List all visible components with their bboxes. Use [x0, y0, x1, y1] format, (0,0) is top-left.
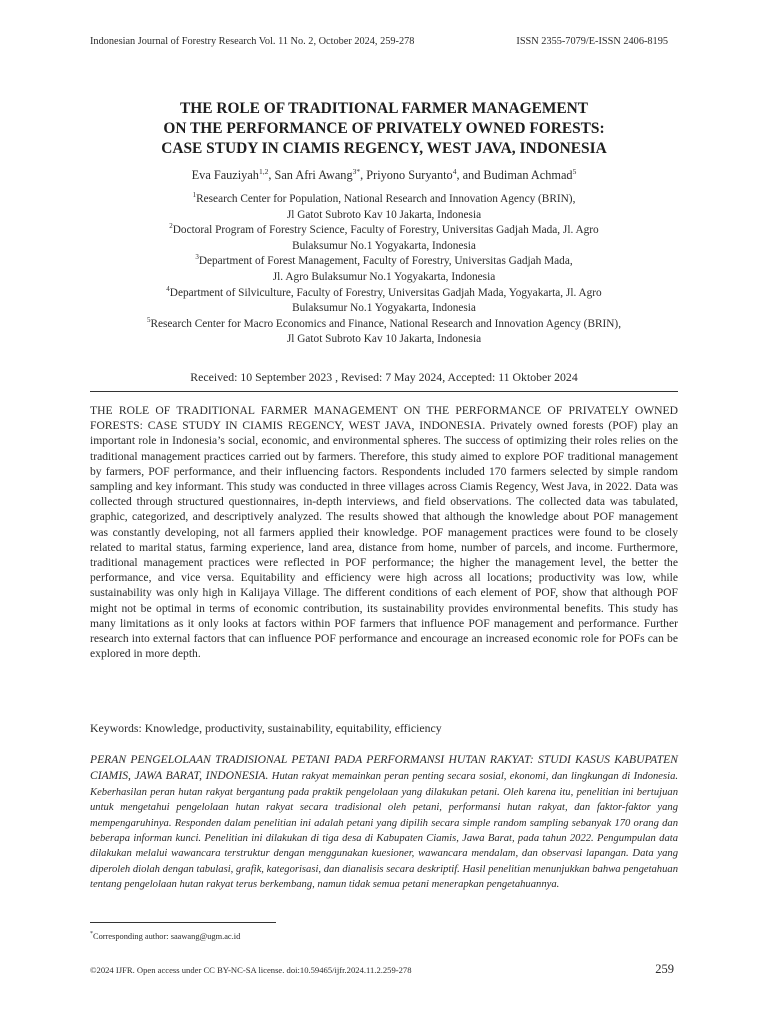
footnote-mark: *	[90, 931, 93, 938]
abstrak-body: Hutan rakyat memainkan peran penting secara sosial, ekonomi, dan lingkungan di Indonesia. Keberhasilan peran hutan rakyat bergantung pada praktik pengelolaan yang dilakukan petani. Oleh karena itu, penelitian ini bertujuan untuk mengetahui pengelolaan hutan rakyat secara tradisional oleh petani, performansi hutan rakyat, dan faktor-faktor yang mempengaruhinya. Responden dalam penelitian ini adalah petani yang dipilih secara simple random sampling sebanyak 170 orang dan beberapa informan kunci. Penelitian ini dilakukan di tiga desa di Kabupaten Ciamis, Jawa Barat, pada tahun 2022. Pengumpulan data dilakukan melalui wawancara terstruktur dengan menggunakan kuesioner, wawancara mendalam, dan observasi lapangan. Data yang diperoleh diolah dengan tabulasi, grafik, kategorisasi, dan dianalisis secara deskriptif. Hasil penelitian menunjukkan bahwa pengetahuan tentang pengelolaan hutan rakyat terus berkembang, namun tidak semua petani menerapkan pengetahuannya.	[90, 771, 679, 891]
affiliation-mark: 1	[192, 191, 197, 200]
affiliation-mark: 2	[169, 222, 173, 231]
author-list	[60, 168, 708, 183]
author-separator: , and	[456, 168, 484, 182]
title-line: ON THE PERFORMANCE OF PRIVATELY OWNED FORESTS:	[163, 120, 605, 137]
affiliation-line	[60, 286, 708, 302]
author-affiliation-mark: 5	[572, 166, 577, 176]
author-affiliation-mark: 3*	[352, 166, 361, 176]
author-name: Budiman Achmad	[483, 168, 573, 182]
affiliation-line	[60, 317, 708, 333]
affiliation-line: Jl Gatot Subroto Kav 10 Jakarta, Indonesia	[286, 333, 482, 346]
affiliation-text: Research Center for Population, National Research and Innovation Agency (BRIN),	[196, 193, 576, 205]
abstract-body: Privately owned forests (POF) play an important role in Indonesia’s social, economic, and environmental spheres. The success of optimizing their roles relies on the traditional management practices carried out by farmers. Therefore, this study aimed to explore POF traditional management by farmers, POF performance, and their influencing factors. Respondents included 170 farmers selected by simple random sampling and key informant. This study was conducted in three villages across Ciamis Regency, West Java, in 2022. Data was collected through structured questionnaires, in-depth interviews, and field observations. The collected data was tabulated, graphic, categorized, and descriptively analyzed. The results showed that although the knowledge about POF management was constantly developing, not all farmers applied their knowledge. POF management practices were found to be closely related to marital status, farming experience, land area, distance from home, number of parcels, and income. Furthermore, traditional management practices were reflected in POF performance; the higher the management level, the better the performance, and vice versa. Equitability and efficiency were high across all locations; productivity was low, while sustainability was only high in Kalijaya Village. The different conditions of each element of POF, show that although POF might not be optimal in terms of economic contribution, its sustainability provides environmental benefits. This study has many limitations as it only looks at factors within POF farmers that influence POF management and performance. Further research into external factors that can influence POF performance and encourage an increased economic role for POFs can be explored in more depth.	[90, 419, 679, 661]
divider	[90, 391, 678, 392]
affiliation-line	[60, 223, 708, 239]
title-line: THE ROLE OF TRADITIONAL FARMER MANAGEMENT	[179, 100, 589, 117]
affiliation-mark: 4	[166, 284, 170, 293]
footnote-divider	[90, 922, 276, 923]
affiliation-text: Department of Silviculture, Faculty of Forestry, Universitas Gadjah Mada, Yogyakarta, Jl. Agro	[169, 286, 602, 299]
page-number: 259	[655, 962, 674, 976]
affiliation-text: Research Center for Macro Economics and Finance, National Research and Innovation Agency (BRIN),	[150, 317, 622, 330]
abstract-title: THE ROLE OF TRADITIONAL FARMER MANAGEMENT ON THE PERFORMANCE OF PRIVATELY OWNED FORESTS: CASE STUDY IN CIAMIS REGENCY, WEST JAVA, INDONESIA.	[90, 404, 678, 433]
author-name: San Afri Awang	[274, 168, 353, 182]
author-separator: ,	[268, 168, 275, 182]
affiliation-line: Bulaksumur No.1 Yogyakarta, Indonesia	[292, 302, 476, 315]
affiliation-text: Department of Forest Management, Faculty of Forestry, Universitas Gadjah Mada,	[198, 255, 573, 268]
affiliation-line: Jl. Agro Bulaksumur No.1 Yogyakarta, Indonesia	[272, 270, 496, 283]
affiliation-line: Jl Gatot Subroto Kav 10 Jakarta, Indonesia	[286, 208, 482, 221]
abstract-indonesian	[90, 752, 678, 893]
affiliation-line: Bulaksumur No.1 Yogyakarta, Indonesia	[292, 239, 476, 252]
author-separator: ,	[360, 168, 367, 182]
received-dates: Received: 10 September 2023 , Revised: 7 May 2024, Accepted: 11 Oktober 2024	[190, 370, 578, 384]
footnote-text: Corresponding author: saawang@ugm.ac.id	[93, 932, 241, 941]
license-doi: ©2024 IJFR. Open access under CC BY-NC-SA license. doi:10.59465/ijfr.2024.11.2.259-278	[90, 965, 412, 975]
abstrak-title: PERAN PENGELOLAAN TRADISIONAL PETANI PADA PERFORMANSI HUTAN RAKYAT: STUDI KASUS KABUPATEN CIAMIS, JAWA BARAT, INDONESIA.	[90, 753, 678, 783]
issn-header: ISSN 2355-7079/E-ISSN 2406-8195	[516, 36, 668, 47]
affiliation-text: Doctoral Program of Forestry Science, Faculty of Forestry, Universitas Gadjah Mada, Jl. Agro	[172, 224, 599, 237]
affiliation-line	[60, 254, 708, 270]
author-name: Priyono Suryanto	[366, 168, 453, 182]
author-name: Eva Fauziyah	[191, 168, 259, 182]
affiliation-line	[60, 192, 708, 208]
affiliation-list	[60, 192, 708, 348]
corresponding-author-note	[90, 932, 240, 941]
journal-header: Indonesian Journal of Forestry Research Vol. 11 No. 2, October 2024, 259-278	[90, 36, 415, 47]
author-affiliation-mark: 1,2	[258, 166, 269, 176]
author-affiliation-mark: 4	[452, 166, 457, 176]
affiliation-mark: 3	[195, 253, 199, 262]
keywords: Keywords: Knowledge, productivity, sustainability, equitability, efficiency	[90, 721, 442, 735]
title-line: CASE STUDY IN CIAMIS REGENCY, WEST JAVA, INDONESIA	[161, 140, 607, 157]
affiliation-mark: 5	[146, 315, 151, 324]
article-title	[60, 99, 708, 159]
abstract-english	[90, 403, 678, 661]
